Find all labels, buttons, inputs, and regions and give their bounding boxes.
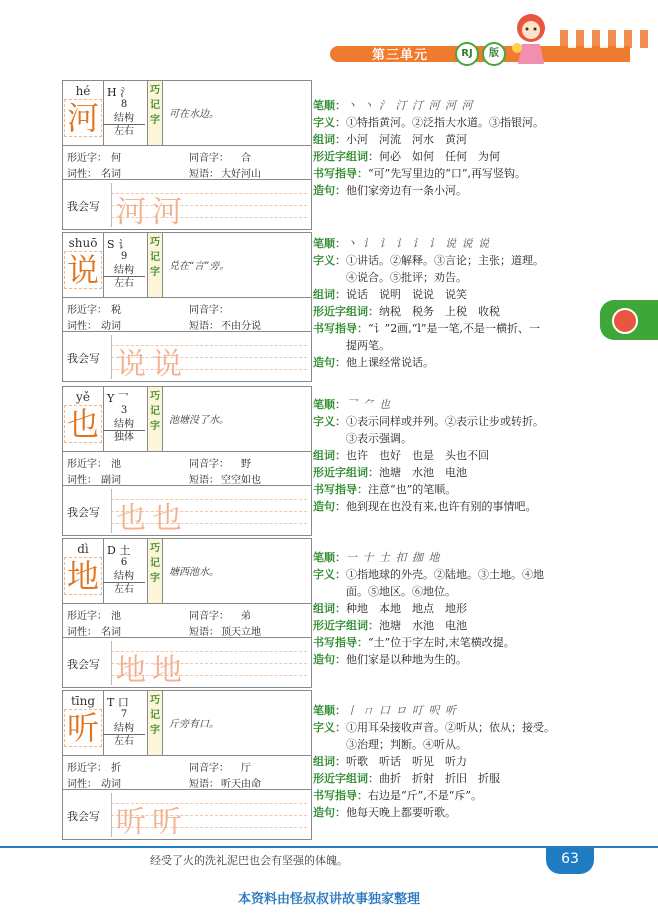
char-info <box>103 387 145 451</box>
sentence-label: 造句： <box>313 653 346 666</box>
similar-words-line <box>313 303 613 320</box>
words-line <box>313 600 613 617</box>
pos-row <box>63 621 311 638</box>
stroke-order-label: 笔顺： <box>313 99 346 112</box>
words-text: 小河 河流 河水 黄河 <box>346 133 467 146</box>
structure-label: 结构 <box>103 719 145 735</box>
structure-label: 结构 <box>103 109 145 125</box>
meaning-label: 字义： <box>313 721 346 734</box>
homophone-value: 合 <box>241 153 251 164</box>
guide-text: 提两笔。 <box>313 339 390 352</box>
guide-text: “可”先写里边的“口”,再写竖钩。 <box>368 167 526 180</box>
sentence-label: 造句： <box>313 356 346 369</box>
meaning-text: ③表示强调。 <box>335 432 412 445</box>
trace-chars: 说说 <box>116 347 188 382</box>
stroke-order-line <box>313 549 613 566</box>
sentence-line <box>313 354 613 371</box>
guide-line-text <box>313 320 613 337</box>
char-info <box>103 539 145 603</box>
pinyin: shuō <box>68 236 98 250</box>
stroke-count: 8 <box>120 99 128 110</box>
similar-words-text: 何必 如何 任何 为何 <box>379 150 500 163</box>
memory-tip: 塘西池水。 <box>169 567 219 578</box>
similar-value: 折 <box>111 763 121 774</box>
rj-badge: RJ <box>455 42 479 66</box>
pos-value: 名词 <box>101 169 121 180</box>
card-top <box>63 691 311 756</box>
pinyin: tīng <box>70 694 96 708</box>
qiao-label: 巧 <box>150 695 160 706</box>
qiao-ji-zi <box>147 539 163 603</box>
meaning-label: 字义： <box>313 116 346 129</box>
practice-row <box>63 487 311 535</box>
big-char: 地 <box>66 557 99 595</box>
memory-tip: 斤旁有口。 <box>169 719 219 730</box>
similar-words-line <box>313 464 613 481</box>
guide-text: “讠”2画,“l”是一笔,不是一横折、一 <box>368 322 541 335</box>
meaning-line <box>313 719 613 736</box>
zi-label: 字 <box>150 573 160 584</box>
practice-area[interactable] <box>111 641 308 688</box>
char-cell <box>63 539 104 603</box>
char-details <box>313 549 613 668</box>
mascot-icon <box>508 10 554 66</box>
words-text: 也许 也好 也是 头也不回 <box>346 449 489 462</box>
homophone-value: 弟 <box>241 611 251 622</box>
qiao-ji-zi <box>147 387 163 451</box>
meaning-text: ①表示同样或并列。②表示让步或转折。 <box>346 415 544 428</box>
similar-row <box>63 605 311 621</box>
structure-label: 结构 <box>103 261 145 277</box>
homophone-value: 厅 <box>241 763 251 774</box>
sentence-line <box>313 651 613 668</box>
pos-label: 词性： <box>67 321 97 332</box>
qiao-label: 巧 <box>150 391 160 402</box>
sentence-line <box>313 182 613 199</box>
ji-label: 记 <box>150 406 160 417</box>
guide-line-text <box>313 787 613 804</box>
pinyin: hé <box>75 84 91 98</box>
char-card <box>62 538 312 688</box>
phrase-value: 顶天立地 <box>221 627 261 638</box>
stroke-order-label: 笔顺： <box>313 237 346 250</box>
guide-label: 书写指导： <box>313 322 368 335</box>
trace-chars: 听听 <box>116 805 188 840</box>
similar-row <box>63 147 311 163</box>
memory-tip: 池塘没了水。 <box>169 415 229 426</box>
meaning-label: 字义： <box>313 568 346 581</box>
practice-area[interactable] <box>111 793 308 840</box>
guide-line-text <box>313 337 613 354</box>
pos-row <box>63 163 311 180</box>
pos-value: 名词 <box>101 627 121 638</box>
practice-row <box>63 639 311 687</box>
pos-row <box>63 315 311 332</box>
practice-row <box>63 181 311 229</box>
zi-label: 字 <box>150 421 160 432</box>
card-top <box>63 539 311 604</box>
pos-row <box>63 773 311 790</box>
pos-value: 副词 <box>101 475 121 486</box>
similar-value: 池 <box>111 611 121 622</box>
homophone-label: 同音字： <box>189 305 229 316</box>
words-label: 组词： <box>313 288 346 301</box>
ban-badge: 版 <box>482 42 506 66</box>
meaning-line <box>313 430 613 447</box>
char-info <box>103 233 145 297</box>
sentence-label: 造句： <box>313 184 346 197</box>
char-info <box>103 81 145 145</box>
similar-label: 形近字： <box>67 459 107 470</box>
pos-label: 词性： <box>67 779 97 790</box>
meaning-text: ①指地球的外壳。②陆地。③土地。④地 <box>346 568 544 581</box>
words-text: 种地 本地 地点 地形 <box>346 602 467 615</box>
words-line <box>313 753 613 770</box>
big-char: 河 <box>66 99 99 137</box>
meaning-label: 字义： <box>313 254 346 267</box>
meaning-text: ③治理；判断。④听从。 <box>335 738 467 751</box>
meaning-text: ①讲话。②解释。③言论；主张；道理。 <box>346 254 544 267</box>
guide-text: 注意“也”的笔顺。 <box>368 483 457 496</box>
char-cell <box>63 387 104 451</box>
stroke-order-label: 笔顺： <box>313 551 346 564</box>
page-header <box>0 0 658 70</box>
qiao-ji-zi <box>147 81 163 145</box>
guide-line-text <box>313 634 613 651</box>
similar-words-line <box>313 617 613 634</box>
similar-words-text: 纳税 税务 上税 收税 <box>379 305 500 318</box>
big-char: 也 <box>66 405 99 443</box>
words-text: 说话 说明 说说 说笑 <box>346 288 467 301</box>
meaning-line <box>313 413 613 430</box>
practice-row <box>63 333 311 381</box>
similar-words-label: 形近字组词： <box>313 619 379 632</box>
radical-index: S 讠 <box>107 238 130 251</box>
similar-words-label: 形近字组词： <box>313 772 379 785</box>
guide-line-text <box>313 481 613 498</box>
homophone-label: 同音字： <box>189 459 229 470</box>
words-line <box>313 447 613 464</box>
radical-index: D 土 <box>107 544 131 557</box>
guide-label: 书写指导： <box>313 167 368 180</box>
meaning-line <box>313 736 613 753</box>
meaning-line <box>313 583 613 600</box>
card-top <box>63 81 311 146</box>
trace-chars: 地地 <box>116 653 188 688</box>
phrase-label: 短语： <box>189 779 219 790</box>
zi-label: 字 <box>150 725 160 736</box>
guide-text: “土”位于字左时,末笔横改提。 <box>368 636 515 649</box>
ji-label: 记 <box>150 710 160 721</box>
similar-row <box>63 453 311 469</box>
words-line <box>313 131 613 148</box>
structure-value: 左右 <box>114 584 134 595</box>
footer-quote: 经受了火的洗礼泥巴也会有坚强的体魄。 <box>150 854 348 867</box>
homophone-label: 同音字： <box>189 611 229 622</box>
pos-row <box>63 469 311 486</box>
stroke-order: 丨 ㄇ 口 ロ 叮 呎 听 <box>346 704 457 717</box>
side-tab <box>600 300 658 340</box>
stroke-order-label: 笔顺： <box>313 398 346 411</box>
similar-value: 池 <box>111 459 121 470</box>
similar-label: 形近字： <box>67 153 107 164</box>
pinyin: yě <box>76 390 90 404</box>
phrase-value: 大好河山 <box>221 169 261 180</box>
similar-words-label: 形近字组词： <box>313 466 379 479</box>
ji-label: 记 <box>150 558 160 569</box>
practice-area[interactable] <box>111 489 308 536</box>
similar-words-line <box>313 148 613 165</box>
ji-label: 记 <box>150 100 160 111</box>
page-number: 63 <box>546 846 594 874</box>
similar-words-text: 池塘 水池 电池 <box>379 619 467 632</box>
practice-label: 我会写 <box>67 352 100 365</box>
practice-label: 我会写 <box>67 810 100 823</box>
char-card <box>62 80 312 230</box>
meaning-line <box>313 252 613 269</box>
homophone-label: 同音字： <box>189 153 229 164</box>
char-details <box>313 702 613 821</box>
meaning-text: ①用耳朵接收声音。②听从；依从；接受。 <box>346 721 555 734</box>
char-info <box>103 691 145 755</box>
char-cell <box>63 691 104 755</box>
pos-value: 动词 <box>101 321 121 332</box>
card-top <box>63 233 311 298</box>
sentence-label: 造句： <box>313 806 346 819</box>
stroke-order-line <box>313 97 613 114</box>
practice-area[interactable] <box>111 335 308 382</box>
stroke-order-line <box>313 396 613 413</box>
char-card <box>62 690 312 840</box>
char-cell <box>63 81 104 145</box>
char-details <box>313 97 613 199</box>
similar-label: 形近字： <box>67 611 107 622</box>
meaning-line <box>313 269 613 286</box>
structure-value: 左右 <box>114 736 134 747</box>
meaning-text: 面。⑤地区。⑥地位。 <box>335 585 456 598</box>
sentence-text: 他们家是以种地为生的。 <box>346 653 467 666</box>
meaning-line <box>313 114 613 131</box>
words-label: 组词： <box>313 602 346 615</box>
practice-row <box>63 791 311 839</box>
memory-tip: 兑在“言”旁。 <box>169 261 230 272</box>
pos-label: 词性： <box>67 475 97 486</box>
similar-value: 税 <box>111 305 121 316</box>
structure-label: 结构 <box>103 415 145 431</box>
phrase-value: 空空如也 <box>221 475 261 486</box>
side-tab-face-icon <box>612 308 638 334</box>
similar-words-line <box>313 770 613 787</box>
char-details <box>313 396 613 515</box>
similar-row <box>63 299 311 315</box>
similar-row <box>63 757 311 773</box>
qiao-label: 巧 <box>150 543 160 554</box>
stroke-order: 丶 丶 氵 汀 汀 河 河 河 <box>346 99 474 112</box>
words-line <box>313 286 613 303</box>
guide-text: 右边是“斤”,不是“斥”。 <box>368 789 482 802</box>
homophone-label: 同音字： <box>189 763 229 774</box>
phrase-value: 听天由命 <box>221 779 261 790</box>
sentence-text: 他上课经常说话。 <box>346 356 434 369</box>
sentence-text: 他到现在也没有来,也许有别的事情吧。 <box>346 500 537 513</box>
header-checker <box>560 30 650 48</box>
qiao-ji-zi <box>147 233 163 297</box>
guide-label: 书写指导： <box>313 483 368 496</box>
pos-value: 动词 <box>101 779 121 790</box>
stroke-count: 7 <box>120 709 128 720</box>
similar-label: 形近字： <box>67 305 107 316</box>
guide-label: 书写指导： <box>313 636 368 649</box>
radical-index: T 口 <box>107 696 129 709</box>
homophone-value: 野 <box>241 459 251 470</box>
phrase-value: 不由分说 <box>221 321 261 332</box>
structure-value: 左右 <box>114 126 134 137</box>
big-char: 听 <box>66 709 99 747</box>
guide-label: 书写指导： <box>313 789 368 802</box>
stroke-count: 6 <box>120 557 128 568</box>
char-details <box>313 235 613 371</box>
stroke-order: 丶 讠 讠 讠 讠 讠 说 说 说 <box>346 237 490 250</box>
trace-chars: 也也 <box>116 501 188 536</box>
stroke-order: 一 十 土 扣 拁 地 <box>346 551 441 564</box>
phrase-label: 短语： <box>189 475 219 486</box>
words-label: 组词： <box>313 755 346 768</box>
similar-label: 形近字： <box>67 763 107 774</box>
words-label: 组词： <box>313 449 346 462</box>
char-card <box>62 232 312 382</box>
pos-label: 词性： <box>67 169 97 180</box>
zi-label: 字 <box>150 267 160 278</box>
stroke-count: 9 <box>120 251 128 262</box>
char-cell <box>63 233 104 297</box>
memory-tip: 可在水边。 <box>169 109 219 120</box>
similar-words-label: 形近字组词： <box>313 305 379 318</box>
sentence-text: 他每天晚上都要听歌。 <box>346 806 456 819</box>
similar-words-text: 曲折 折射 折旧 折服 <box>379 772 500 785</box>
qiao-ji-zi <box>147 691 163 755</box>
qiao-label: 巧 <box>150 237 160 248</box>
stroke-order: 乛 ⺈ 也 <box>346 398 391 411</box>
guide-line-text <box>313 165 613 182</box>
sentence-line <box>313 804 613 821</box>
sentence-label: 造句： <box>313 500 346 513</box>
structure-value: 独体 <box>114 432 134 443</box>
meaning-label: 字义： <box>313 415 346 428</box>
stroke-order-line <box>313 235 613 252</box>
pos-label: 词性： <box>67 627 97 638</box>
meaning-line <box>313 566 613 583</box>
phrase-label: 短语： <box>189 169 219 180</box>
structure-label: 结构 <box>103 567 145 583</box>
char-card <box>62 386 312 536</box>
ji-label: 记 <box>150 252 160 263</box>
phrase-label: 短语： <box>189 321 219 332</box>
pinyin: dì <box>77 542 89 556</box>
words-text: 听歌 听话 听见 听力 <box>346 755 467 768</box>
practice-label: 我会写 <box>67 658 100 671</box>
zi-label: 字 <box>150 115 160 126</box>
radical-index: H 氵 <box>107 86 132 99</box>
sentence-line <box>313 498 613 515</box>
big-char: 说 <box>66 251 99 289</box>
similar-value: 何 <box>111 153 121 164</box>
stroke-order-label: 笔顺： <box>313 704 346 717</box>
practice-area[interactable] <box>111 183 308 230</box>
stroke-count: 3 <box>120 405 128 416</box>
meaning-text: ④说合。⑤批评；劝告。 <box>335 271 467 284</box>
similar-words-label: 形近字组词： <box>313 150 379 163</box>
trace-chars: 河河 <box>116 195 188 230</box>
practice-label: 我会写 <box>67 506 100 519</box>
sentence-text: 他们家旁边有一条小河。 <box>346 184 467 197</box>
credit-text: 本资料由怪叔叔讲故事独家整理 <box>237 892 420 907</box>
meaning-text: ①特指黄河。②泛指大水道。③指银河。 <box>346 116 544 129</box>
structure-value: 左右 <box>114 278 134 289</box>
qiao-label: 巧 <box>150 85 160 96</box>
card-top <box>63 387 311 452</box>
unit-title: 第三单元 <box>372 48 429 63</box>
words-label: 组词： <box>313 133 346 146</box>
stroke-order-line <box>313 702 613 719</box>
similar-words-text: 池塘 水池 电池 <box>379 466 467 479</box>
practice-label: 我会写 <box>67 200 100 213</box>
phrase-label: 短语： <box>189 627 219 638</box>
radical-index: Y 乛 <box>107 392 129 405</box>
